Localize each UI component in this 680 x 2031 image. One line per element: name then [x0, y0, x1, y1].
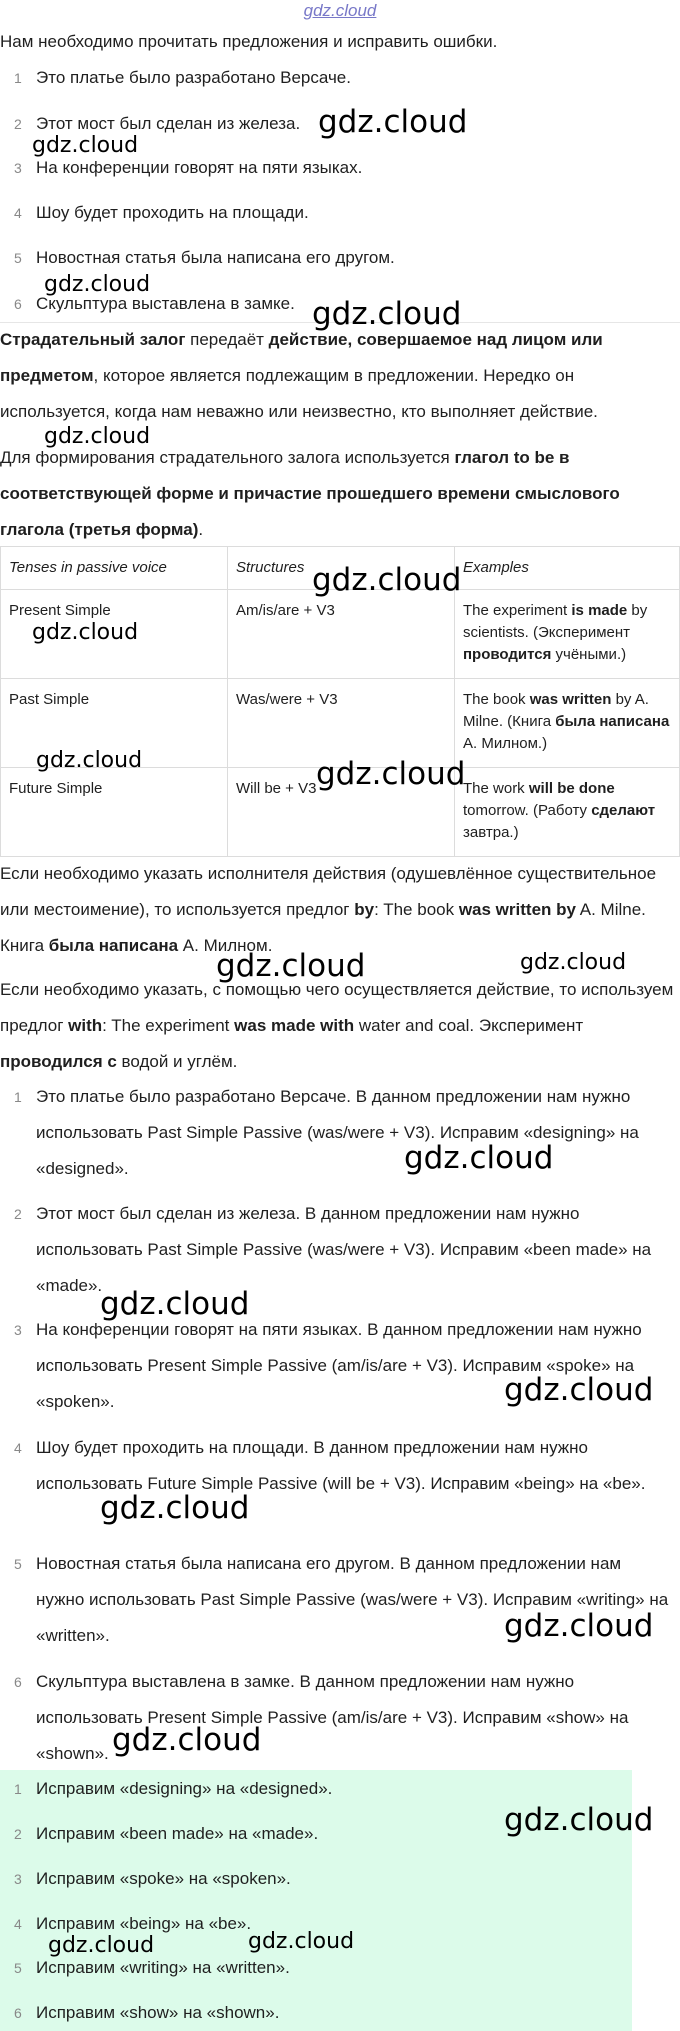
item-number: 2	[14, 1206, 22, 1222]
text: tomorrow. (Работу	[463, 802, 592, 819]
text: A. Milne. Книга	[0, 900, 646, 955]
item-text: Исправим «designing» на «designed».	[36, 1779, 333, 1798]
text: Если необходимо указать, с помощью чего осуществляется действие, то используем предлог	[0, 980, 674, 1035]
text: : The book	[374, 900, 459, 919]
item-text: Этот мост был сделан из железа.	[36, 114, 301, 133]
structure-cell: Was/were + V3	[228, 679, 455, 768]
text: учёными.)	[551, 646, 627, 663]
term-bold: глагол to be в соответствующей форме и причастие прошедшего времени смыслового глагола (третья форма)	[0, 448, 620, 539]
text: А. Милном.)	[463, 735, 548, 752]
item-text: На конференции говорят на пяти языках. В данном предложении нам нужно использовать Present Simple Passive (am/is/are + V3). Исправим «spoke» на «spoken».	[36, 1320, 642, 1411]
item-text: Новостная статья была написана его другом.	[36, 248, 395, 267]
item-number: 6	[14, 2005, 22, 2021]
text-bold: проводился с	[0, 1052, 117, 1071]
theory-paragraph	[0, 440, 676, 548]
text-bold: will be done	[528, 780, 615, 797]
watermark: gdz.cloud	[36, 748, 143, 773]
structure-cell: Am/is/are + V3	[228, 590, 455, 679]
watermark: gdz.cloud	[504, 1372, 654, 1408]
watermark: gdz.cloud	[100, 1490, 250, 1526]
text-bold: была написана	[555, 713, 670, 730]
text: водой и углём.	[116, 1052, 238, 1071]
item-number: 3	[14, 160, 22, 176]
text: А. Милном.	[178, 936, 273, 955]
example-cell	[455, 679, 680, 768]
watermark: gdz.cloud	[112, 1722, 262, 1758]
item-text: Этот мост был сделан из железа. В данном предложении нам нужно использовать Past Simple Passive (was/were + V3). Исправим «been made» на «made».	[36, 1204, 652, 1295]
item-number: 2	[14, 1826, 22, 1842]
item-number: 4	[14, 1440, 22, 1456]
text: , которое является подлежащим в предложении. Нередко он используется, когда нам неважно или неизвестно, кто выполняет действие.	[0, 366, 598, 421]
term-bold: Страдательный залог	[0, 330, 186, 349]
watermark: gdz.cloud	[32, 620, 139, 645]
item-text: Шоу будет проходить на площади.	[36, 203, 309, 222]
watermark: gdz.cloud	[318, 104, 468, 140]
item-number: 3	[14, 1871, 22, 1887]
watermark: gdz.cloud	[48, 1933, 155, 1958]
item-text: Это платье было разработано Версаче.	[36, 68, 351, 87]
item-text: Новостная статья была написана его другом. В данном предложении нам нужно использовать Past Simple Passive (was/were + V3). Исправим «writing» на «written».	[36, 1554, 669, 1645]
watermark: gdz.cloud	[216, 948, 366, 984]
example-cell	[455, 590, 680, 679]
structure-cell: Will be + V3	[228, 768, 455, 857]
text-bold: with	[68, 1016, 103, 1035]
with-paragraph	[0, 972, 676, 1080]
header-examples: Examples	[455, 547, 680, 590]
header-structures: Structures	[228, 547, 455, 590]
item-text: Скульптура выставлена в замке.	[36, 294, 295, 313]
tense-cell: Past Simple	[1, 679, 228, 768]
watermark: gdz.cloud	[100, 1286, 250, 1322]
text: : The experiment	[102, 1016, 235, 1035]
item-number: 4	[14, 205, 22, 221]
item-number: 6	[14, 296, 22, 312]
watermark: gdz.cloud	[44, 424, 151, 449]
text: завтра.)	[463, 824, 519, 841]
example-cell	[455, 768, 680, 857]
watermark: gdz.cloud	[44, 272, 151, 297]
item-number: 6	[14, 1674, 22, 1690]
text: The book	[463, 691, 530, 708]
watermark: gdz.cloud	[504, 1608, 654, 1644]
text-bold: проводится	[463, 646, 552, 663]
text-bold: сделают	[591, 802, 656, 819]
item-text: Исправим «been made» на «made».	[36, 1824, 319, 1843]
text: by scientists. (Эксперимент	[463, 602, 648, 641]
site-logo[interactable]: gdz.cloud	[303, 1, 377, 20]
item-text: Шоу будет проходить на площади. В данном предложении нам нужно использовать Future Simple Passive (will be + V3). Исправим «being» на «be».	[36, 1438, 646, 1493]
text-bold: was made with	[234, 1016, 355, 1035]
text-bold: is made	[571, 602, 628, 619]
item-number: 1	[14, 1781, 22, 1797]
task-intro: Нам необходимо прочитать предложения и исправить ошибки.	[0, 32, 498, 51]
watermark: gdz.cloud	[248, 1929, 355, 1954]
text-bold: by	[354, 900, 375, 919]
watermark: gdz.cloud	[312, 562, 462, 598]
text: water and coal. Эксперимент	[354, 1016, 584, 1035]
text-bold: was written by	[458, 900, 576, 919]
watermark: gdz.cloud	[404, 1140, 554, 1176]
text: Для формирования страдательного залога используется	[0, 448, 455, 467]
tense-cell: Future Simple	[1, 768, 228, 857]
term-bold: действие, совершаемое над лицом или предметом	[0, 330, 603, 385]
watermark: gdz.cloud	[316, 756, 466, 792]
item-number: 5	[14, 1960, 22, 1976]
text: передаёт	[185, 330, 269, 349]
text: The experiment	[463, 602, 572, 619]
watermark: gdz.cloud	[312, 296, 462, 332]
item-number: 5	[14, 250, 22, 266]
item-text: Скульптура выставлена в замке. В данном предложении нам нужно использовать Present Simple Passive (am/is/are + V3). Исправим «show» на «shown».	[36, 1672, 629, 1763]
text: The work	[463, 780, 529, 797]
text-bold: was written	[529, 691, 612, 708]
watermark: gdz.cloud	[504, 1802, 654, 1838]
watermark: gdz.cloud	[32, 133, 139, 158]
item-number: 1	[14, 1089, 22, 1105]
item-number: 5	[14, 1556, 22, 1572]
tense-cell: Present Simple	[1, 590, 228, 679]
item-text: Исправим «spoke» на «spoken».	[36, 1869, 291, 1888]
text: .	[198, 520, 204, 539]
item-number: 3	[14, 1322, 22, 1338]
header-tenses: Tenses in passive voice	[1, 547, 228, 590]
theory-paragraph	[0, 322, 676, 430]
item-text: На конференции говорят на пяти языках.	[36, 158, 363, 177]
watermark: gdz.cloud	[520, 950, 627, 975]
item-text: Исправим «writing» на «written».	[36, 1958, 290, 1977]
item-number: 1	[14, 70, 22, 86]
item-text: Исправим «being» на «be».	[36, 1914, 252, 1933]
text: Если необходимо указать исполнителя действия (одушевлённое существительное или местоимение), то используется предлог	[0, 864, 657, 919]
text-bold: была написана	[48, 936, 179, 955]
item-number: 4	[14, 1916, 22, 1932]
item-text: Это платье было разработано Версаче. В данном предложении нам нужно использовать Past Simple Passive (was/were + V3). Исправим «designing» на «designed».	[36, 1087, 639, 1178]
item-number: 2	[14, 116, 22, 132]
item-text: Исправим «show» на «shown».	[36, 2003, 280, 2022]
text: by A. Milne. (Книга	[463, 691, 649, 730]
